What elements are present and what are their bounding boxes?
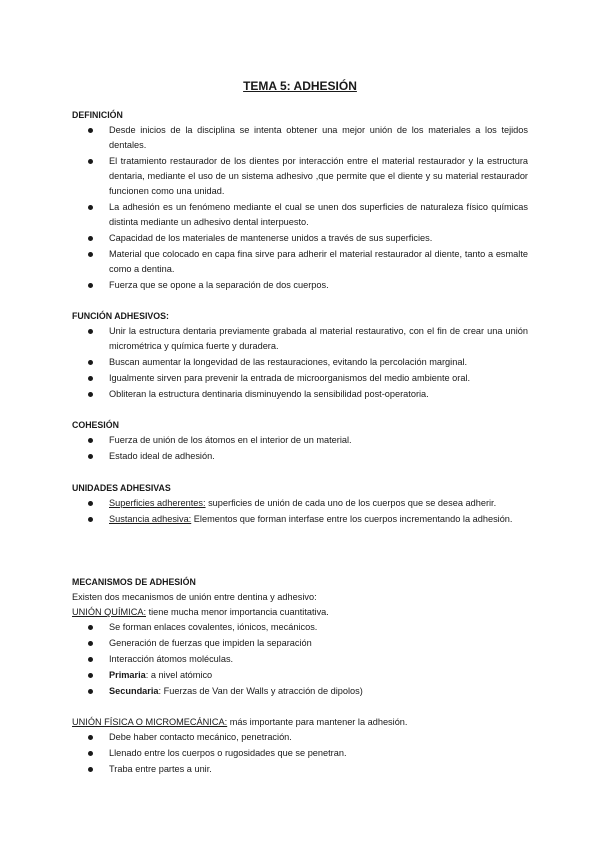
bullet-list — [72, 496, 528, 527]
bullet-icon — [88, 376, 93, 381]
bullet-icon — [88, 767, 93, 772]
bullet-icon — [88, 205, 93, 210]
bullet-icon — [88, 283, 93, 288]
list-item: El tratamiento restaurador de los dientes por interacción entre el material restaurador y la estructura dentaria, mediante el uso de un sistema adhesivo ,que permite que el diente y su material restaurador funcionen como una unidad. — [72, 154, 528, 199]
section-heading: DEFINICIÓN — [72, 110, 123, 120]
bullet-icon — [88, 128, 93, 133]
list-item: Traba entre partes a unir. — [72, 762, 528, 777]
bullet-icon — [88, 501, 93, 506]
union-quimica-line: UNIÓN QUÍMICA: tiene mucha menor importancia cuantitativa. — [72, 607, 329, 617]
list-item: Superficies adherentes: superficies de unión de cada uno de los cuerpos que se desea adherir. — [72, 496, 528, 511]
bullet-icon — [88, 673, 93, 678]
list-item: Primaria: a nivel atómico — [72, 668, 528, 683]
bullet-list — [72, 620, 528, 699]
section-unidades-adhesivas — [72, 481, 528, 528]
bullet-icon — [88, 438, 93, 443]
section-heading: UNIDADES ADHESIVAS — [72, 483, 171, 493]
bullet-icon — [88, 454, 93, 459]
bullet-icon — [88, 751, 93, 756]
bullet-icon — [88, 689, 93, 694]
bullet-icon — [88, 236, 93, 241]
bullet-icon — [88, 641, 93, 646]
term-label: Superficies adherentes: — [109, 498, 206, 508]
section-funcion-adhesivos — [72, 309, 528, 403]
list-item: Generación de fuerzas que impiden la separación — [72, 636, 528, 651]
list-item: Interacción átomos moléculas. — [72, 652, 528, 667]
bullet-icon — [88, 360, 93, 365]
list-item: Capacidad de los materiales de mantenerse unidos a través de sus superficies. — [72, 231, 528, 246]
section-mecanismos — [72, 575, 528, 700]
section-heading: MECANISMOS DE ADHESIÓN — [72, 577, 196, 587]
list-item: Se forman enlaces covalentes, iónicos, mecánicos. — [72, 620, 528, 635]
list-item: Desde inicios de la disciplina se intenta obtener una mejor unión de los materiales a los tejidos dentales. — [72, 123, 528, 153]
list-item: Fuerza de unión de los átomos en el interior de un material. — [72, 433, 528, 448]
page-title: TEMA 5: ADHESIÓN — [243, 79, 357, 93]
section-cohesion — [72, 418, 528, 465]
section-union-fisica — [72, 715, 528, 778]
intro-text: Existen dos mecanismos de unión entre dentina y adhesivo: — [72, 592, 317, 602]
list-item: Obliteran la estructura dentinaria disminuyendo la sensibilidad post-operatoria. — [72, 387, 528, 402]
bullet-icon — [88, 329, 93, 334]
list-item: Material que colocado en capa fina sirve para adherir el material restaurador al diente, tanto a esmalte como a dentina. — [72, 247, 528, 277]
term-label: Sustancia adhesiva: — [109, 514, 192, 524]
section-heading: FUNCIÓN ADHESIVOS: — [72, 311, 169, 321]
bullet-icon — [88, 735, 93, 740]
list-item: Secundaria: Fuerzas de Van der Walls y atracción de dipolos) — [72, 684, 528, 699]
bullet-icon — [88, 159, 93, 164]
list-item: Estado ideal de adhesión. — [72, 449, 528, 464]
bullet-icon — [88, 625, 93, 630]
list-item: Buscan aumentar la longevidad de las restauraciones, evitando la percolación marginal. — [72, 355, 528, 370]
bullet-list — [72, 324, 528, 402]
list-item: Unir la estructura dentaria previamente grabada al material restaurativo, con el fin de crear una unión micrométrica y química fuerte y duradera. — [72, 324, 528, 354]
section-definicion — [72, 108, 528, 294]
list-item: Llenado entre los cuerpos o rugosidades que se penetran. — [72, 746, 528, 761]
bullet-list — [72, 123, 528, 293]
bullet-icon — [88, 657, 93, 662]
list-item: Sustancia adhesiva: Elementos que forman interfase entre los cuerpos incrementando la adhesión. — [72, 512, 528, 527]
bullet-list — [72, 433, 528, 464]
bullet-icon — [88, 392, 93, 397]
list-item: La adhesión es un fenómeno mediante el cual se unen dos superficies de naturaleza físico químicas distinta mediante un adhesivo dental interpuesto. — [72, 200, 528, 230]
section-heading: COHESIÓN — [72, 420, 119, 430]
list-item: Fuerza que se opone a la separación de dos cuerpos. — [72, 278, 528, 293]
bullet-icon — [88, 517, 93, 522]
list-item: Debe haber contacto mecánico, penetración. — [72, 730, 528, 745]
list-item: Igualmente sirven para prevenir la entrada de microorganismos del medio ambiente oral. — [72, 371, 528, 386]
union-fisica-line: UNIÓN FÍSICA O MICROMECÁNICA: más importante para mantener la adhesión. — [72, 717, 408, 727]
bullet-icon — [88, 252, 93, 257]
bullet-list — [72, 730, 528, 777]
